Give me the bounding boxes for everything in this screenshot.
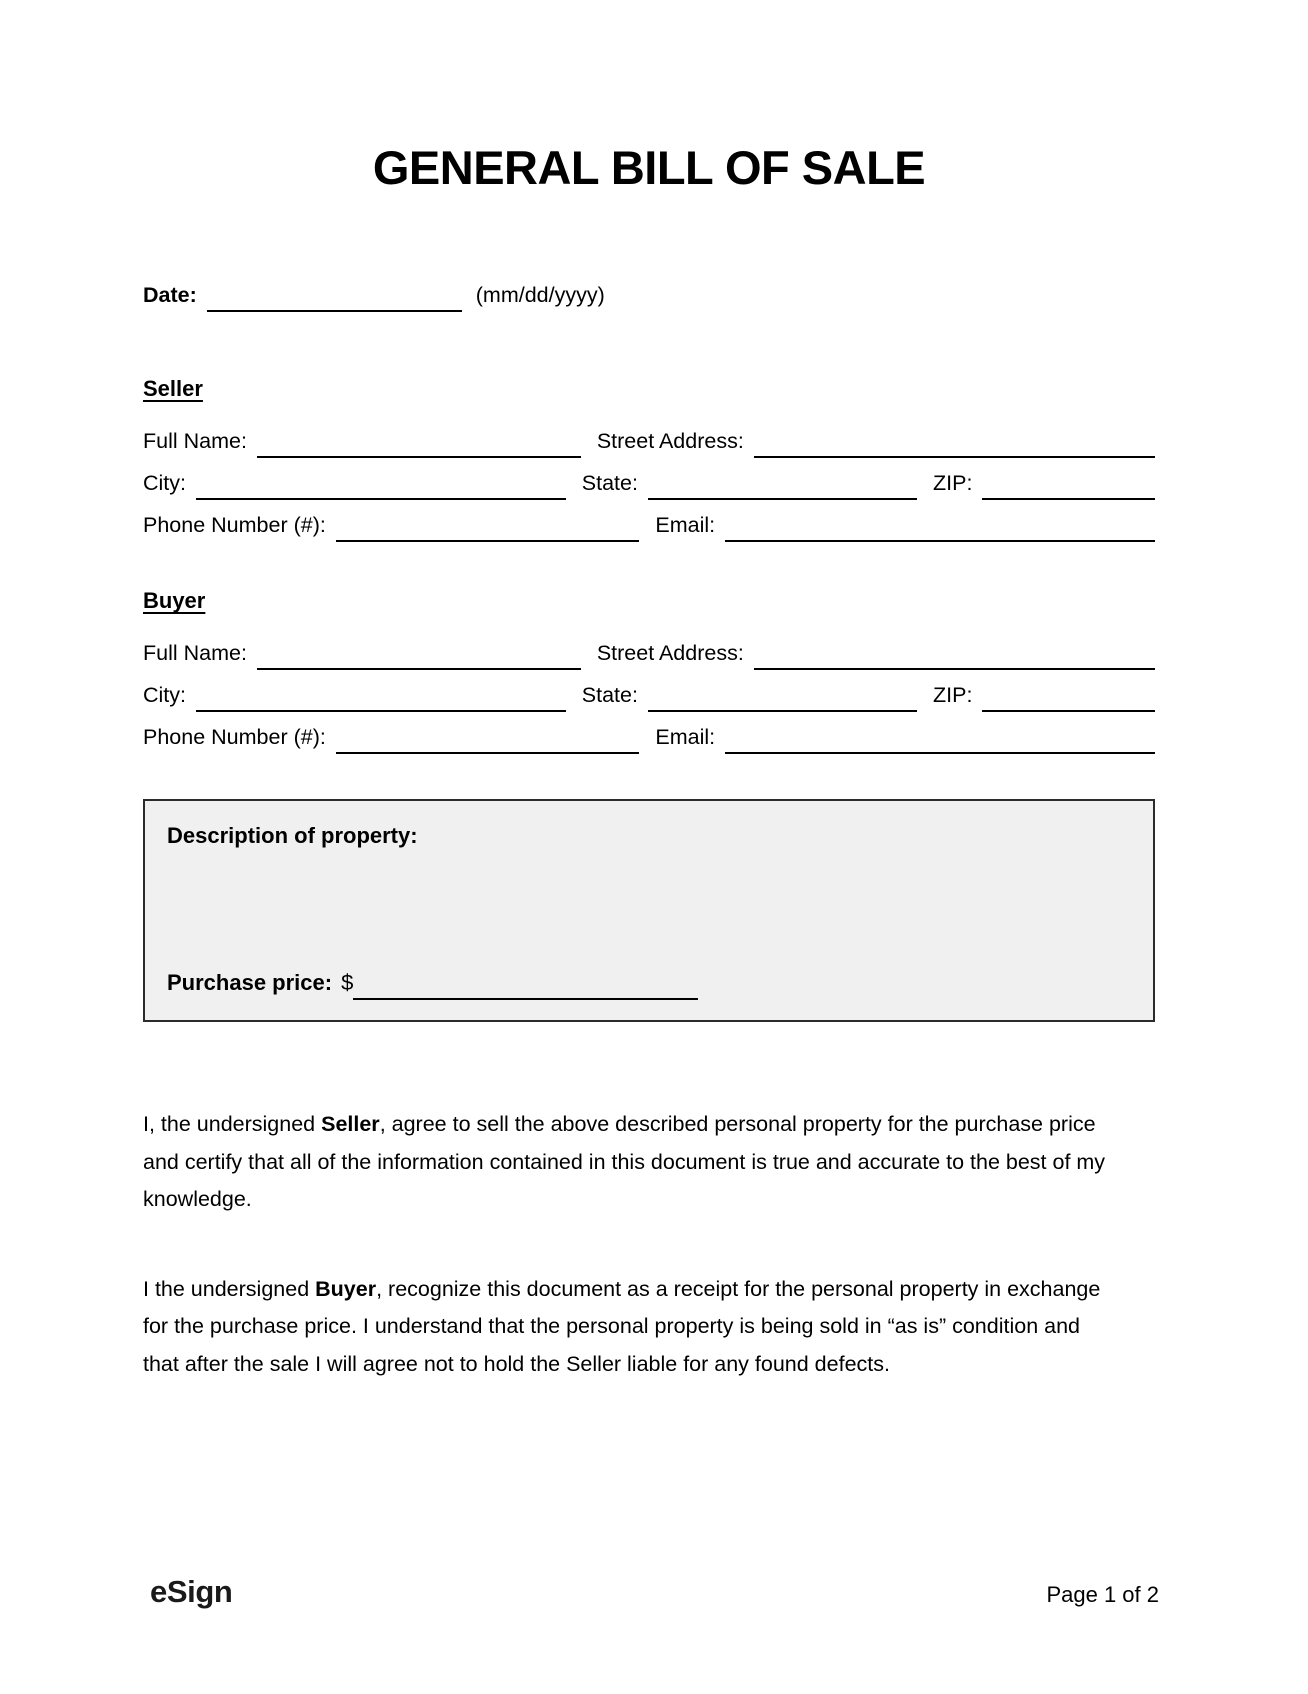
buyer-agreement-paragraph: [143, 1271, 1110, 1384]
seller-name-address-row: [143, 426, 1155, 458]
date-field-line[interactable]: [207, 280, 462, 312]
buyer-phone-line[interactable]: [336, 722, 640, 754]
seller-email-label: Email:: [655, 513, 716, 538]
date-label: Date:: [143, 283, 197, 308]
buyer-street-address-label: Street Address:: [596, 641, 744, 666]
seller-street-address-label: Street Address:: [596, 429, 744, 454]
seller-fields: [143, 426, 1155, 542]
page-number: Page 1 of 2: [1046, 1582, 1159, 1607]
buyer-phone-label: Phone Number (#):: [143, 725, 326, 750]
currency-symbol: $: [341, 970, 354, 996]
buyer-paragraph-post: , recognize this document as a receipt for the personal property in exchange for the purchase price. I understand that the personal property is being sold in “as is” condition and that after the sale I will agree not to hold the Seller liable for any found defects.: [143, 1276, 1101, 1376]
seller-zip-line[interactable]: [982, 468, 1155, 500]
seller-city-state-zip-row: [143, 468, 1155, 500]
date-row: [143, 280, 1155, 312]
buyer-email-line[interactable]: [725, 722, 1155, 754]
buyer-paragraph-bold: Buyer: [315, 1276, 377, 1301]
seller-full-name-label: Full Name:: [143, 429, 247, 454]
purchase-price-line[interactable]: [353, 968, 698, 1000]
seller-state-line[interactable]: [648, 468, 917, 500]
buyer-city-state-zip-row: [143, 680, 1155, 712]
date-format-hint: (mm/dd/yyyy): [475, 283, 605, 308]
buyer-name-address-row: [143, 638, 1155, 670]
buyer-city-line[interactable]: [196, 680, 566, 712]
seller-phone-line[interactable]: [336, 510, 640, 542]
buyer-phone-email-row: [143, 722, 1155, 754]
purchase-price-row: [167, 968, 1131, 1000]
buyer-state-label: State:: [581, 683, 638, 708]
seller-city-line[interactable]: [196, 468, 566, 500]
buyer-full-name-line[interactable]: [257, 638, 581, 670]
seller-paragraph-pre: I, the undersigned: [143, 1112, 322, 1137]
seller-paragraph-bold: Seller: [321, 1112, 380, 1137]
seller-street-address-line[interactable]: [754, 426, 1155, 458]
page-title: GENERAL BILL OF SALE: [372, 141, 926, 194]
seller-phone-label: Phone Number (#):: [143, 513, 326, 538]
page-footer: [150, 1574, 1159, 1610]
buyer-zip-line[interactable]: [982, 680, 1155, 712]
seller-phone-email-row: [143, 510, 1155, 542]
seller-paragraph-post: , agree to sell the above described personal property for the purchase price and certify that all of the information contained in this document is true and accurate to the best of my knowledge.: [143, 1112, 1106, 1212]
buyer-paragraph-pre: I the undersigned: [143, 1276, 316, 1301]
seller-city-label: City:: [143, 471, 186, 496]
esign-logo: eSign: [150, 1574, 233, 1609]
purchase-price-label: Purchase price:: [167, 970, 333, 996]
seller-agreement-paragraph: [143, 1106, 1110, 1219]
buyer-full-name-label: Full Name:: [143, 641, 247, 666]
property-description-box[interactable]: [143, 799, 1155, 1022]
buyer-city-label: City:: [143, 683, 186, 708]
seller-email-line[interactable]: [725, 510, 1155, 542]
description-of-property-label: Description of property:: [167, 823, 418, 849]
buyer-section-heading: Buyer: [143, 588, 206, 614]
seller-section-heading: Seller: [143, 376, 203, 402]
buyer-street-address-line[interactable]: [754, 638, 1155, 670]
seller-state-label: State:: [581, 471, 638, 496]
seller-zip-label: ZIP:: [933, 471, 973, 496]
buyer-zip-label: ZIP:: [933, 683, 973, 708]
seller-full-name-line[interactable]: [257, 426, 581, 458]
buyer-state-line[interactable]: [648, 680, 917, 712]
buyer-email-label: Email:: [655, 725, 716, 750]
buyer-fields: [143, 638, 1155, 754]
